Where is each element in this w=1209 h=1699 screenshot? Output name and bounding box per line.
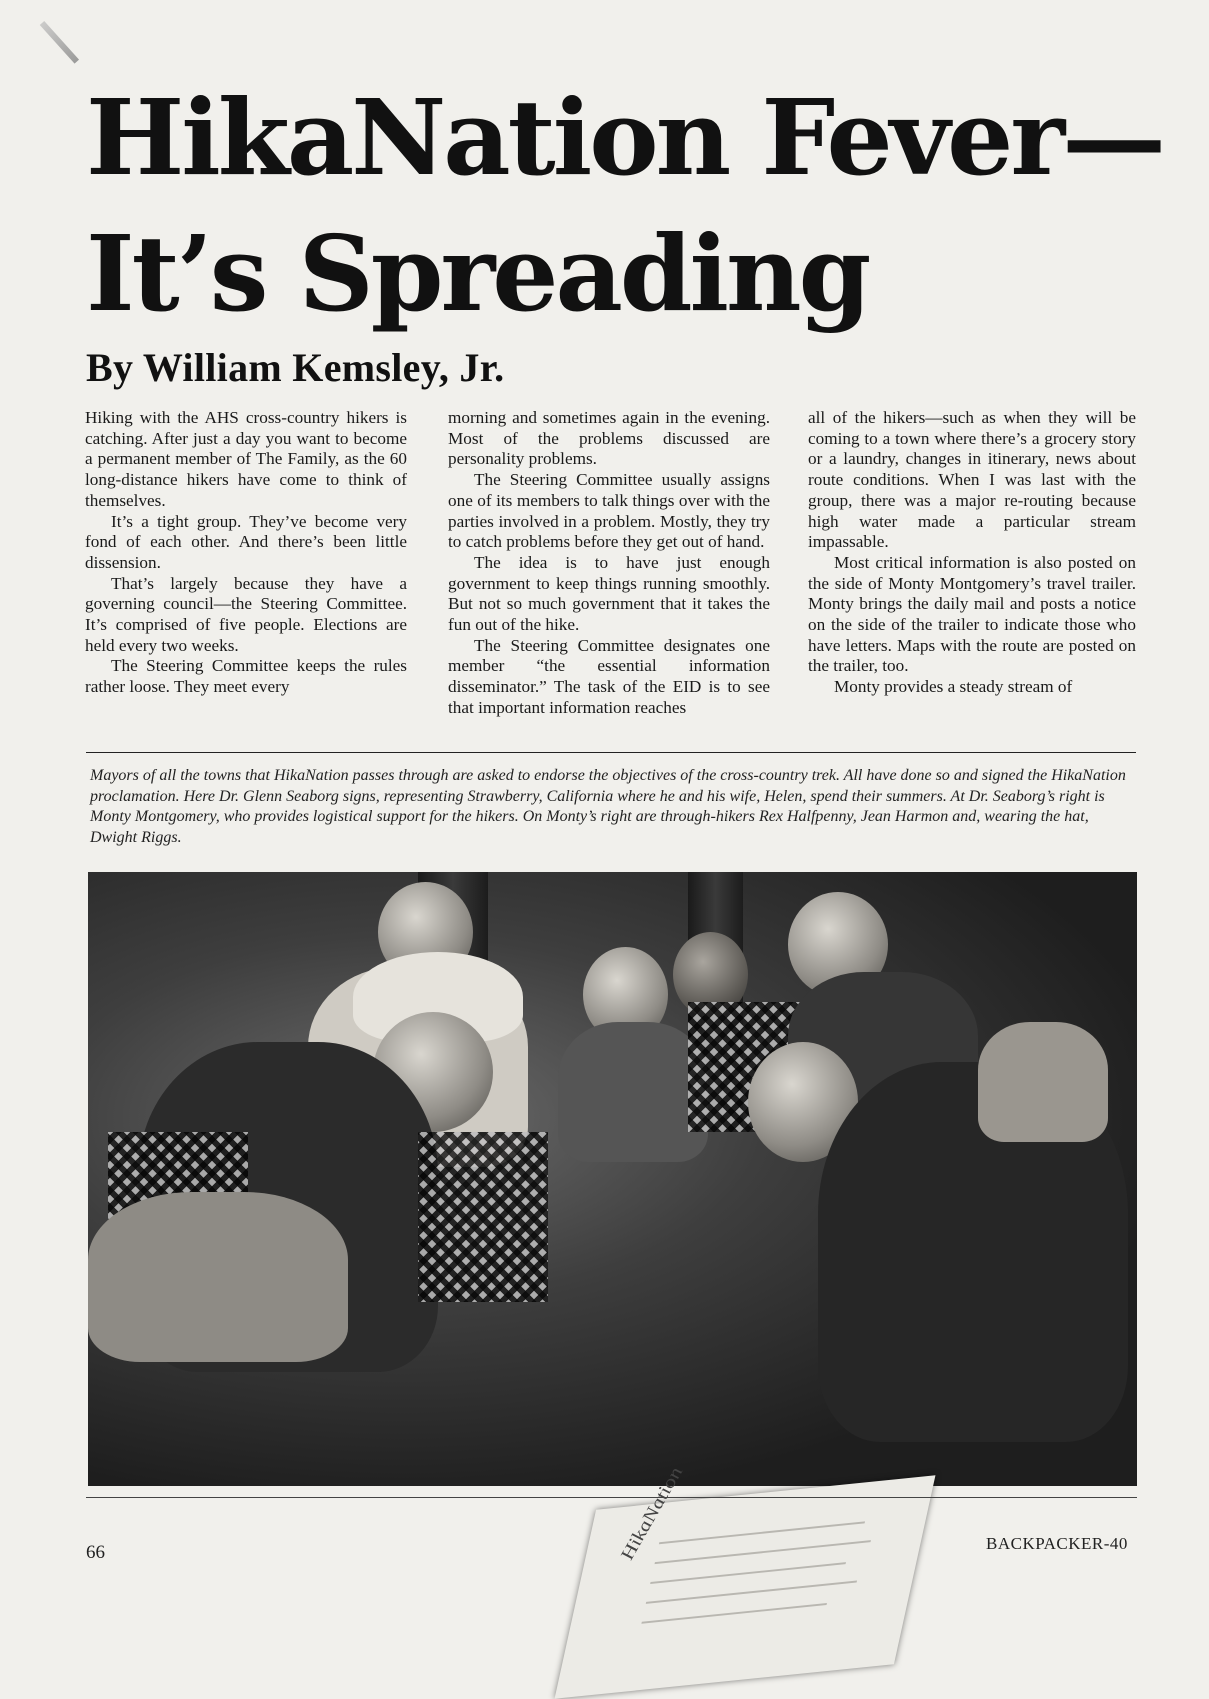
article-column-3 <box>808 408 1136 698</box>
paragraph: The Steering Committee usually assigns one of its members to talk things over with the parties involved in a problem. Mostly, they try to catch problems before they get out of hand. <box>448 470 770 552</box>
headline-line-2: It’s Spreading <box>86 212 869 335</box>
text-line <box>641 1603 827 1624</box>
paragraph: The Steering Committee designates one member “the essential information disseminator.” The task of the EID is to see that important information reaches <box>448 635 770 717</box>
article-column-1 <box>85 408 407 698</box>
paragraph: The idea is to have just enough government to keep things running smoothly. But not so much government that it takes the fun out of the hike. <box>448 552 770 635</box>
proclamation-document <box>555 1465 936 1698</box>
text-line <box>655 1540 871 1564</box>
text-line <box>646 1580 857 1603</box>
article-column-2 <box>448 408 770 719</box>
proclamation-title: HikaNation <box>615 1465 688 1562</box>
text-line <box>659 1521 865 1544</box>
paragraph: It’s a tight group. They’ve become very fond of each other. And there’s been little dissension. <box>85 511 407 572</box>
photo-caption: Mayors of all the towns that HikaNation passes through are asked to endorse the objectives of the cross-country trek. All have done so and signed the HikaNation proclamation. Here Dr. Glenn Seaborg signs, representing Strawberry, California where he and his wife, Helen, spend their summers. At Dr. Seaborg’s right is Monty Montgomery, who provides logistical support for the hikers. On Monty’s right are through-hikers Rex Halfpenny, Jean Harmon and, wearing the hat, Dwight Riggs. <box>90 767 1126 846</box>
staple-mark <box>40 21 79 64</box>
paragraph: morning and sometimes again in the evening. Most of the problems discussed are personality problems. <box>448 408 770 469</box>
footer-divider <box>86 1497 1137 1498</box>
paragraph: That’s largely because they have a governing council—the Steering Committee. It’s comprised of five people. Elections are held every two weeks. <box>85 573 407 655</box>
person-legs <box>88 1192 348 1362</box>
paragraph: Most critical information is also posted on the side of Monty Montgomery’s travel trailer. Monty brings the daily mail and posts a notice on the side of the trailer to indicate those who have letters. Maps with the route are posted on the trailer, too. <box>808 552 1136 676</box>
paragraph: Monty provides a steady stream of <box>834 677 1073 697</box>
backpack <box>978 1022 1108 1142</box>
headline <box>86 70 1176 342</box>
magazine-folio: BACKPACKER-40 <box>986 1534 1128 1553</box>
headline-line-1: HikaNation Fever— <box>86 76 1164 199</box>
person-body <box>558 1022 708 1162</box>
checkered-shirt <box>418 1132 548 1302</box>
paragraph: all of the hikers—such as when they will be coming to a town where there’s a grocery story or a laundry, changes in itinerary, news about route conditions. When I was last with the group, there was a major re-routing because high water made a particular stream impassable. <box>808 408 1136 552</box>
page-number: 66 <box>86 1542 105 1563</box>
byline: By William Kemsley, Jr. <box>86 345 505 390</box>
caption-divider <box>86 752 1136 753</box>
paragraph: The Steering Committee keeps the rules rather loose. They meet every <box>85 656 407 697</box>
text-line <box>650 1562 846 1584</box>
paragraph: Hiking with the AHS cross-country hikers is catching. After just a day you want to become a permanent member of The Family, as the 60 long-distance hikers have come to think of themselves. <box>85 408 407 510</box>
